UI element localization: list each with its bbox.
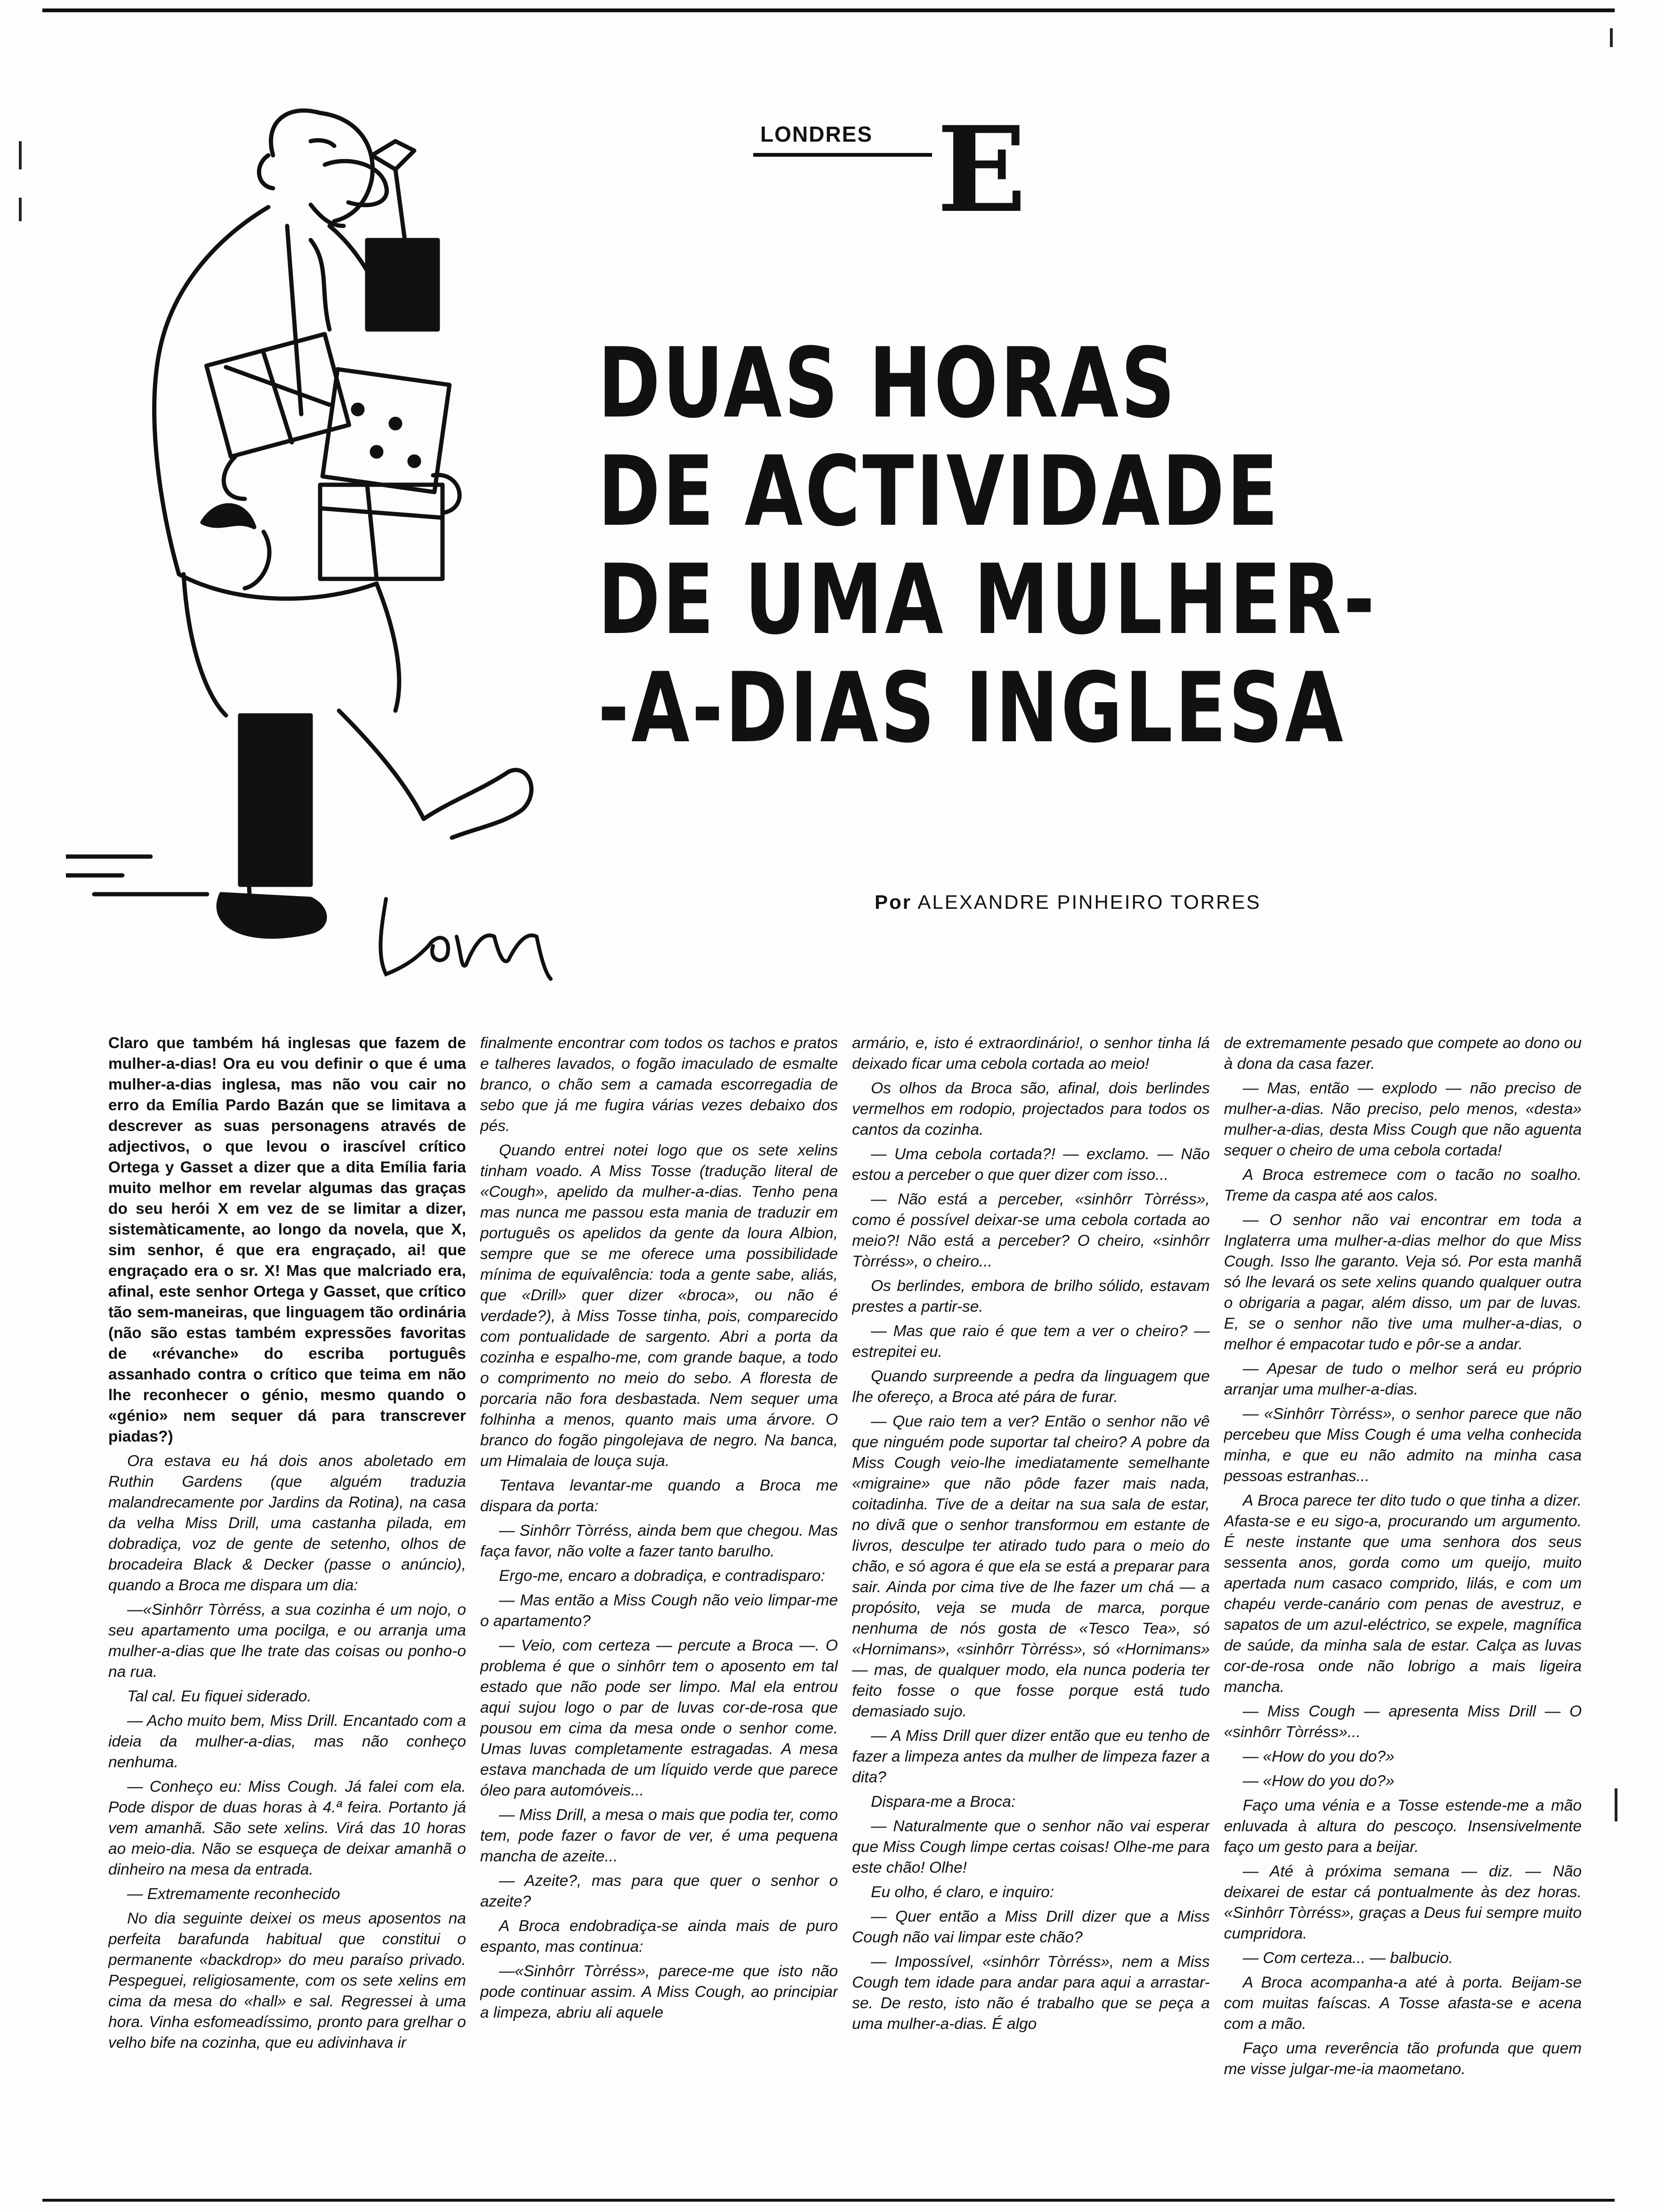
headline-line-1: DUAS HORAS xyxy=(598,328,1177,440)
article-paragraph: —«Sinhôrr Tòrréss, a sua cozinha é um nojo, o seu apartamento uma pocilga, e ou arranja uma mulher-a-dias que lhe trate das coisas ou ponho-o na rua. xyxy=(108,1601,466,1681)
article-paragraph: — Naturalmente que o senhor não vai esperar que Miss Cough limpe certas coisas! Olhe-me para este chão! Olhe! xyxy=(852,1818,1210,1876)
margin-mark xyxy=(1615,1788,1617,1821)
article-paragraph: — Que raio tem a ver? Então o senhor não vê que ninguém pode suportar tal cheiro? A pobre da Miss Cough veio-lhe imediatamente semelhante «migraine» que não pôde fazer mais nada, coitadinha. Tive de a deitar na sua sala de estar, no divã que o senhor transformou em estante de livros, desculpe ter atirado tudo para o meio do chão, e só agora é que ela se está a preparar para sair. Ainda por cima tive de lhe fazer um chá — a propósito, veja se muda de marca, porque nenhuma de nós gosta de «Tesco Tea», só «Hornimans», «sinhôrr Tòrréss», só «Hornimans» — mas, de qualquer modo, ela nunca poderia ter feito fosse o que fosse porque está tudo demasiado sujo. xyxy=(852,1413,1210,1720)
article-paragraph: — O senhor não vai encontrar em toda a Inglaterra uma mulher-a-dias melhor do que Miss Cough. Isso lhe garanto. Veja só. Por esta manhã só lhe levará os sete xelins quando qualquer outra o obrigaria a pagar, além disso, um par de luvas. E, se o senhor não tive uma mulher-a-dias, o melhor é empacotar tudo e pôr-se a andar. xyxy=(1224,1211,1582,1353)
article-paragraph: — Miss Drill, a mesa o mais que podia ter, como tem, pode fazer o favor de ver, é uma pequena mancha de azeite... xyxy=(480,1806,838,1865)
article-paragraph: — Uma cebola cortada?! — exclamo. — Não estou a perceber o que quer dizer com isso... xyxy=(852,1146,1210,1184)
article-paragraph: — «How do you do?» xyxy=(1243,1748,1395,1765)
article-paragraph: No dia seguinte deixei os meus aposentos na perfeita barafunda habitual que constitui o permanente «backdrop» do meu paraíso privado. Pespeguei, religiosamente, com os sete xelins em cima da mesa do «hall» e sal. Regressei à uma hora. Vinha esfomeadíssimo, pronto para grelhar o velho bife na cozinha, que eu adivinhava ir xyxy=(108,1910,466,2052)
article-paragraph: —«Sinhôrr Tòrréss», parece-me que isto não pode continuar assim. A Miss Cough, ao principiar a limpeza, abriu ali aquele xyxy=(480,1963,838,2021)
article-paragraph: Os berlindes, embora de brilho sólido, estavam prestes a partir-se. xyxy=(852,1277,1210,1315)
byline-author: ALEXANDRE PINHEIRO TORRES xyxy=(917,891,1261,913)
article-paragraph: — Mas então a Miss Cough não veio limpar-me o apartamento? xyxy=(480,1592,838,1630)
artist-signature xyxy=(367,885,565,988)
bottom-rule xyxy=(42,2199,1615,2202)
section-label: LONDRES xyxy=(760,122,873,146)
article-paragraph: Faço uma reverência tão profunda que quem me visse julgar-me-ia maometano. xyxy=(1224,2040,1582,2078)
byline-prefix: Por xyxy=(875,891,912,913)
article-paragraph: — A Miss Drill quer dizer então que eu tenho de fazer a limpeza antes da mulher de limpeza fazer a dita? xyxy=(852,1727,1210,1786)
article-paragraph: — Veio, com certeza — percute a Broca —. O problema é que o sinhôrr tem o aposento em tal estado que não pode ser limpo. Mal ela entrou aqui sujou logo o par de luvas cor-de-rosa que pousou em cima da mesa onde o senhor come. Umas luvas completamente estragadas. A mesa estava manchada de um líquido verde que parece óleo para automóveis... xyxy=(480,1637,838,1799)
article-paragraph: — Não está a perceber, «sinhôrr Tòrréss», como é possível deixar-se uma cebola cortada ao meio?! Não está a perceber? O cheiro, «sinhôrr Tòrréss», o cheiro... xyxy=(852,1191,1210,1270)
article-paragraph: — Com certeza... — balbucio. xyxy=(1243,1949,1453,1967)
article-paragraph: — Até à próxima semana — diz. — Não deixarei de estar cá pontualmente às dez horas. «Sinhôrr Tòrréss», graças a Deus fui sempre muito cumpridora. xyxy=(1224,1863,1582,1942)
margin-mark xyxy=(1610,28,1613,47)
byline xyxy=(875,891,1261,914)
article-paragraph: — Impossível, «sinhôrr Tòrréss», nem a Miss Cough tem idade para andar para aqui a arrastar-se. De resto, isto não é trabalho que se peça a uma mulher-a-dias. É algo xyxy=(852,1953,1210,2033)
article-paragraph: A Broca parece ter dito tudo o que tinha a dizer. Afasta-se e eu sigo-a, procurando um argumento. É neste instante que uma senhora dos seus sessenta anos, gorda como um queijo, muito apertada num casaco comprido, lilás, e com um chapéu verde-canário com penas de avestruz, e sapatos de um azul-eléctrico, se expele, magnífica de saúde, da minha sala de estar. Calça as luvas cor-de-rosa onde não lobrigo a mais ligeira mancha. xyxy=(1224,1492,1582,1696)
article-paragraph: — Miss Cough — apresenta Miss Drill — O «sinhôrr Tòrréss»... xyxy=(1224,1703,1582,1741)
section-letter: E xyxy=(937,100,1027,239)
article-paragraph: A Broca acompanha-a até à porta. Beijam-se com muitas faíscas. A Tosse afasta-se e acena com a mão. xyxy=(1224,1974,1582,2033)
article-column-2 xyxy=(480,1033,838,2186)
article-paragraph: Tal cal. Eu fiquei siderado. xyxy=(127,1688,312,1705)
article-paragraph: Faço uma vénia e a Tosse estende-me a mão enluvada à altura do pescoço. Insensivelmente faço um gesto para a beijar. xyxy=(1224,1797,1582,1856)
article-paragraph: — Sinhôrr Tòrréss, ainda bem que chegou. Mas faça favor, não volte a fazer tanto barulho. xyxy=(480,1522,838,1560)
article-paragraph: de extremamente pesado que compete ao dono ou à dona da casa fazer. xyxy=(1224,1034,1582,1073)
article-paragraph: — Acho muito bem, Miss Drill. Encantado com a ideia da mulher-a-dias, mas não conheço nenhuma. xyxy=(108,1712,466,1771)
headline-line-3: DE UMA MULHER- xyxy=(598,544,1377,656)
article-paragraph: Quando entrei notei logo que os sete xelins tinham voado. A Miss Tosse (tradução literal de «Cough», apelido da mulher-a-dias. Tenho pena mas nunca me passou esta mania de traduzir em português os apelidos da gente da loura Albion, sempre que se me oferece uma possibilidade mínima de equivalência: toda a gente sabe, aliás, que «Drill» quer dizer «broca», ou não é verdade?), à Miss Tosse tinha, pois, comparecido com pontualidade de sargento. Abri a porta da cozinha e espalho-me, com grande baque, a todo o comprimento no meio do sebo. A floresta de porcaria não fora desbastada. Nem sequer uma folhinha a menos, quanto mais uma árvore. O branco do fogão pingolejava de negro. Na banca, um Himalaia de louça suja. xyxy=(480,1142,838,1470)
margin-mark xyxy=(19,198,22,221)
article-paragraph: — Apesar de tudo o melhor será eu próprio arranjar uma mulher-a-dias. xyxy=(1224,1360,1582,1398)
article-paragraph: — Conheço eu: Miss Cough. Já falei com ela. Pode dispor de duas horas à 4.ª feira. Portanto já vem amanhã. São sete xelins. Virá das 10 horas ao meio-dia. Não se esqueça de deixar amanhã o dinheiro na mesa da entrada. xyxy=(108,1778,466,1878)
article-paragraph: — Extremamente reconhecido xyxy=(127,1885,340,1903)
top-rule xyxy=(42,8,1615,12)
article-paragraph: armário, e, isto é extraordinário!, o senhor tinha lá deixado ficar uma cebola cortada ao meio! xyxy=(852,1034,1210,1073)
article-paragraph: — Mas que raio é que tem a ver o cheiro? — estrepitei eu. xyxy=(852,1322,1210,1361)
article-column-4 xyxy=(1224,1033,1582,2186)
article-paragraph: Ora estava eu há dois anos aboletado em Ruthin Gardens (que alguém traduzia malandrecamente por Jardins da Rotina), na casa da velha Miss Drill, uma castanha pilada, em dobradiça, voz de gente de setenho, olhos de brocadeira Black & Decker (passe o anúncio), quando a Broca me dispara um dia: xyxy=(108,1452,466,1594)
article-column-3 xyxy=(852,1033,1210,2186)
article-paragraph: — Quer então a Miss Drill dizer que a Miss Cough não vai limpar este chão? xyxy=(852,1908,1210,1946)
article-body xyxy=(108,1033,1582,2186)
article-paragraph: Quando surpreende a pedra da linguagem que lhe ofereço, a Broca até pára de furar. xyxy=(852,1368,1210,1406)
article-paragraph: Eu olho, é claro, e inquiro: xyxy=(871,1883,1054,1901)
margin-mark xyxy=(19,141,22,169)
article-paragraph: finalmente encontrar com todos os tachos e pratos e talheres lavados, o fogão imaculado de esmalte branco, o chão sem a camada escorregadia de sebo que já me fugira várias vezes debaixo dos pés. xyxy=(480,1034,838,1135)
article-paragraph: A Broca endobradiçа-se ainda mais de puro espanto, mas continua: xyxy=(480,1917,838,1956)
article-column-1 xyxy=(108,1033,466,2186)
cartoon-illustration xyxy=(66,85,607,979)
article-paragraph: Tentava levantar-me quando a Broca me dispara da porta: xyxy=(480,1477,838,1515)
article-paragraph: — «Sinhôrr Tòrréss», o senhor parece que não percebeu que Miss Cough é uma velha conhecida minha, e que eu não admito na minha casa pessoas estranhas... xyxy=(1224,1405,1582,1485)
article-paragraph: A Broca estremece com o tacão no soalho. Treme da caspa até aos calos. xyxy=(1224,1166,1582,1204)
headline-line-4: -A-DIAS INGLESA xyxy=(598,652,1346,764)
section-rule xyxy=(753,153,932,157)
article-paragraph: Claro que também há inglesas que fazem de mulher-a-dias! Ora eu vou definir o que é uma mulher-a-dias inglesa, mas não vou cair no erro da Emília Pardo Bazán que se limitava a descrever as suas personagens através de adjectivos, o que levou o irascível crítico Ortega y Gasset a dizer que a dita Emília faria muito melhor em revelar algumas das graças do seu herói X em vez de se limitar a dizer, sistemàticamente, ao longo da novela, que X, sim senhor, é que era engraçado, ai! que engraçado era o sr. X! Mas que malcriado era, afinal, este senhor Ortega y Gasset, que crítico tão sem-maneiras, que linguagem tão ordinária (não são estas também expressões favoritas de «révanche» do escriba português assanhado contra o crítico que teima em não lhe reconhecer o génio, mesmo quando o «génio» nem sequer dá para transcrever piadas?) xyxy=(108,1034,466,1445)
article-paragraph: — Azeite?, mas para que quer o senhor o azeite? xyxy=(480,1872,838,1910)
headline xyxy=(598,329,1539,762)
article-paragraph: — Mas, então — explodo — não preciso de mulher-a-dias. Não preciso, pelo menos, «desta» mulher-a-dias, desta Miss Cough que não aguenta sequer o cheiro de uma cebola cortada! xyxy=(1224,1080,1582,1159)
headline-line-2: DE ACTIVIDADE xyxy=(598,436,1280,548)
article-paragraph: Ergo-me, encaro a dobradiça, e contradisparo: xyxy=(499,1567,825,1585)
article-paragraph: Os olhos da Broca são, afinal, dois berlindes vermelhos em rodopio, projectados para todos os cantos da cozinha. xyxy=(852,1080,1210,1138)
article-paragraph: — «How do you do?» xyxy=(1243,1772,1395,1790)
article-paragraph: Dispara-me a Broca: xyxy=(871,1793,1016,1811)
